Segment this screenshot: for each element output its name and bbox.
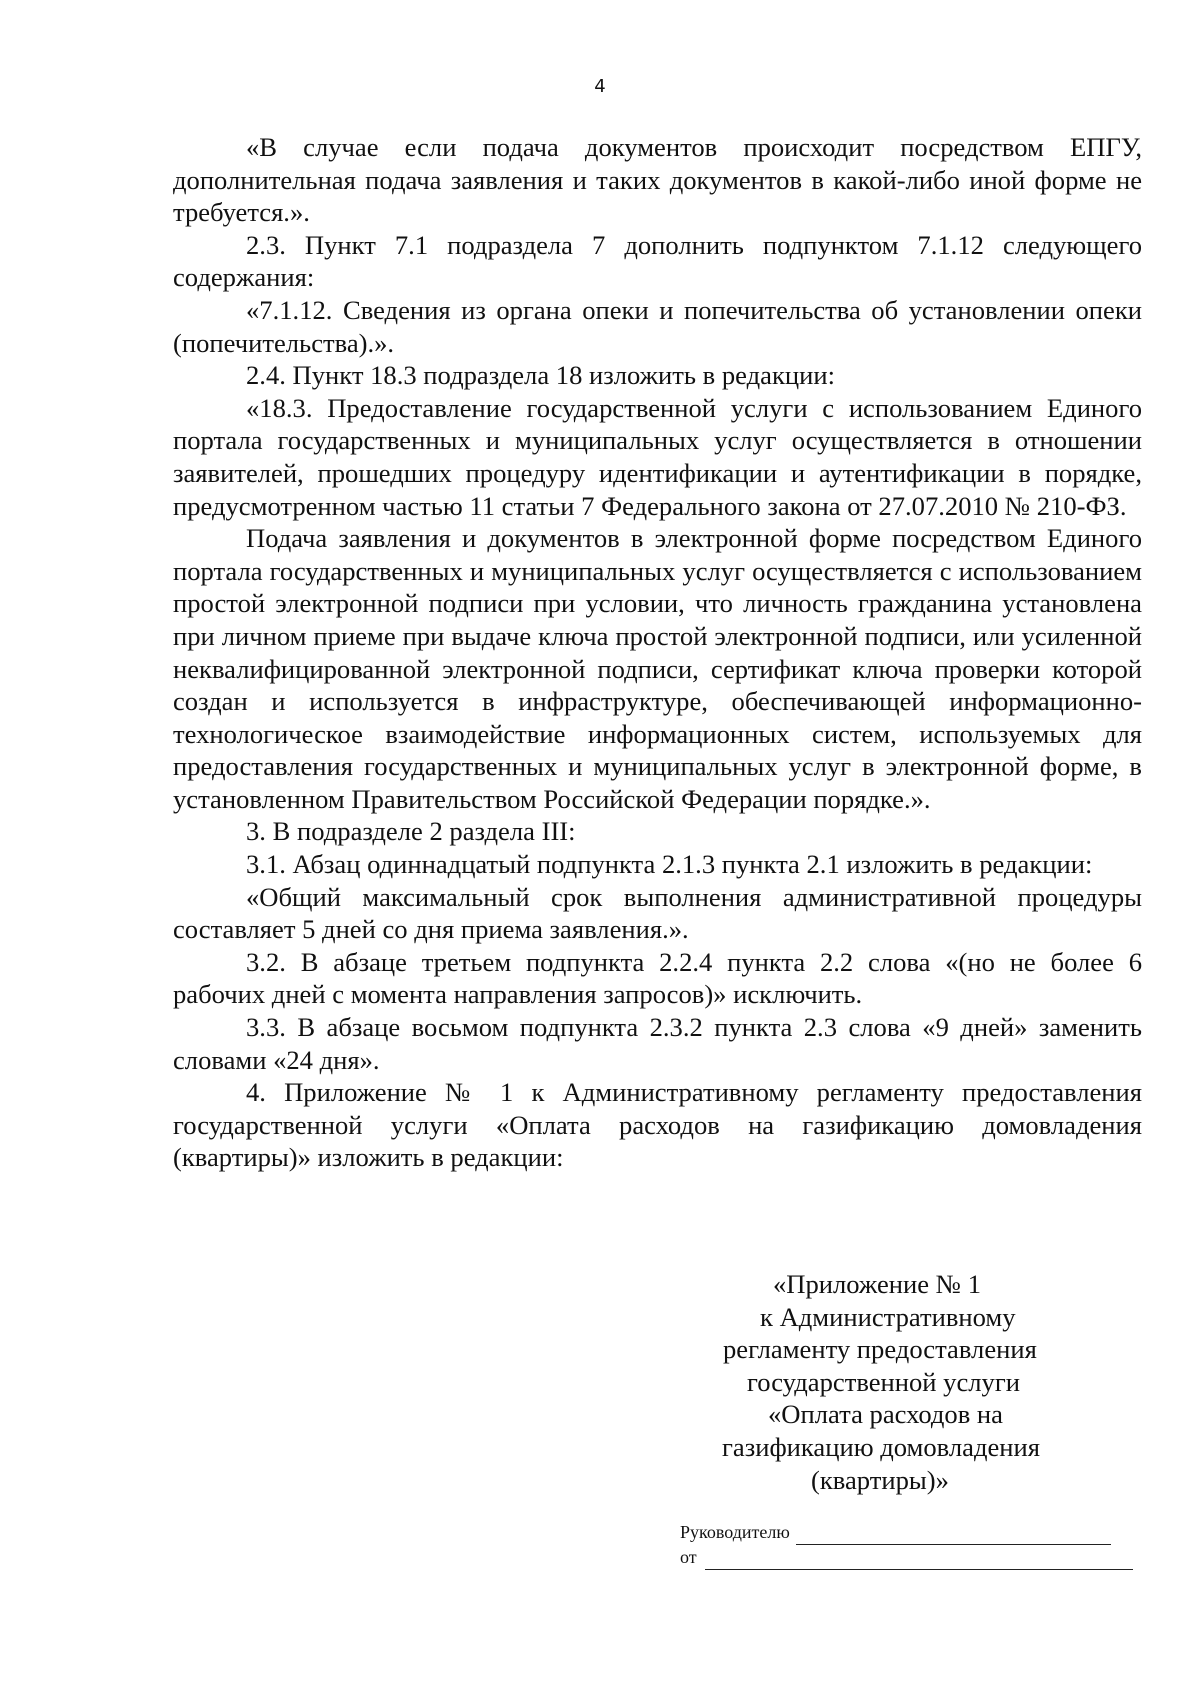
paragraph-2-3: 2.3. Пункт 7.1 подраздела 7 дополнить подпунктом 7.1.12 следующего содержания: [173,229,1142,293]
appendix-line: регламенту предоставления [723,1334,1037,1365]
paragraph-2-4: 2.4. Пункт 18.3 подраздела 18 изложить в редакции: [246,360,835,391]
appendix-line: государственной услуги [747,1366,1020,1397]
recipient-field[interactable] [796,1526,1111,1545]
paragraph-epgu-note: «В случае если подача документов происходит посредством ЕПГУ, дополнительная подача заявления и таких документов в какой-либо иной форме не требуется.». [173,132,1142,228]
page-number: 4 [594,76,606,97]
paragraph-4: 4. Приложение № 1 к Административному регламенту предоставления государственной услуги «Оплата расходов на газификацию домовладения (квартиры)» изложить в редакции: [173,1077,1142,1173]
paragraph-electronic-signature: Подача заявления и документов в электронной форме посредством Единого портала государственных и муниципальных услуг осуществляется с использованием простой электронной подписи при условии, что личность гражданина установлена при личном приеме при выдаче ключа простой электронной подписи, или усиленной неквалифицированной электронной подписи, сертификат ключа проверки которой создан и используется в инфраструктуре, обеспечивающей информационно-технологическое взаимодействие информационных систем, используемых для предоставления государственных и муниципальных услуг в электронной форме, в установленном Правительством Российской Федерации порядке.». [173,523,1142,814]
paragraph-3: 3. В подразделе 2 раздела III: [246,816,576,847]
recipient-label: Руководителю [680,1522,790,1542]
paragraph-18-3: «18.3. Предоставление государственной услуги с использованием Единого портала государственных и муниципальных услуг осуществляется в отношении заявителей, прошедших процедуру идентификации и аутентификации в порядке, предусмотренном частью 11 статьи 7 Федерального закона от 27.07.2010 № 210-ФЗ. [173,392,1142,521]
paragraph-7-1-12: «7.1.12. Сведения из органа опеки и попечительства об установлении опеки (попечительства).». [173,294,1142,358]
appendix-line: «Приложение № 1 [773,1269,981,1299]
appendix-line: газификацию домовладения [722,1431,1040,1462]
application-form-header [680,1520,1140,1570]
paragraph-3-1: 3.1. Абзац одиннадцатый подпункта 2.1.3 пункта 2.1 изложить в редакции: [246,849,1093,880]
appendix-line: (квартиры)» [811,1464,949,1495]
sender-field[interactable] [705,1551,1133,1570]
paragraph-max-term: «Общий максимальный срок выполнения административной процедуры составляет 5 дней со дня приема заявления.». [173,881,1142,945]
document-body [173,131,1142,1174]
appendix-heading [722,1268,1195,1496]
sender-row [680,1545,1140,1570]
recipient-row [680,1520,1140,1545]
appendix-line: «Оплата расходов на [768,1399,1003,1430]
paragraph-3-3: 3.3. В абзаце восьмом подпункта 2.3.2 пункта 2.3 слова «9 дней» заменить словами «24 дня». [173,1012,1142,1075]
from-label: от [680,1547,697,1567]
appendix-line: к Административному [760,1301,1016,1332]
paragraph-3-2: 3.2. В абзаце третьем подпункта 2.2.4 пункта 2.2 слова «(но не более 6 рабочих дней с момента направления запросов)» исключить. [173,946,1142,1010]
